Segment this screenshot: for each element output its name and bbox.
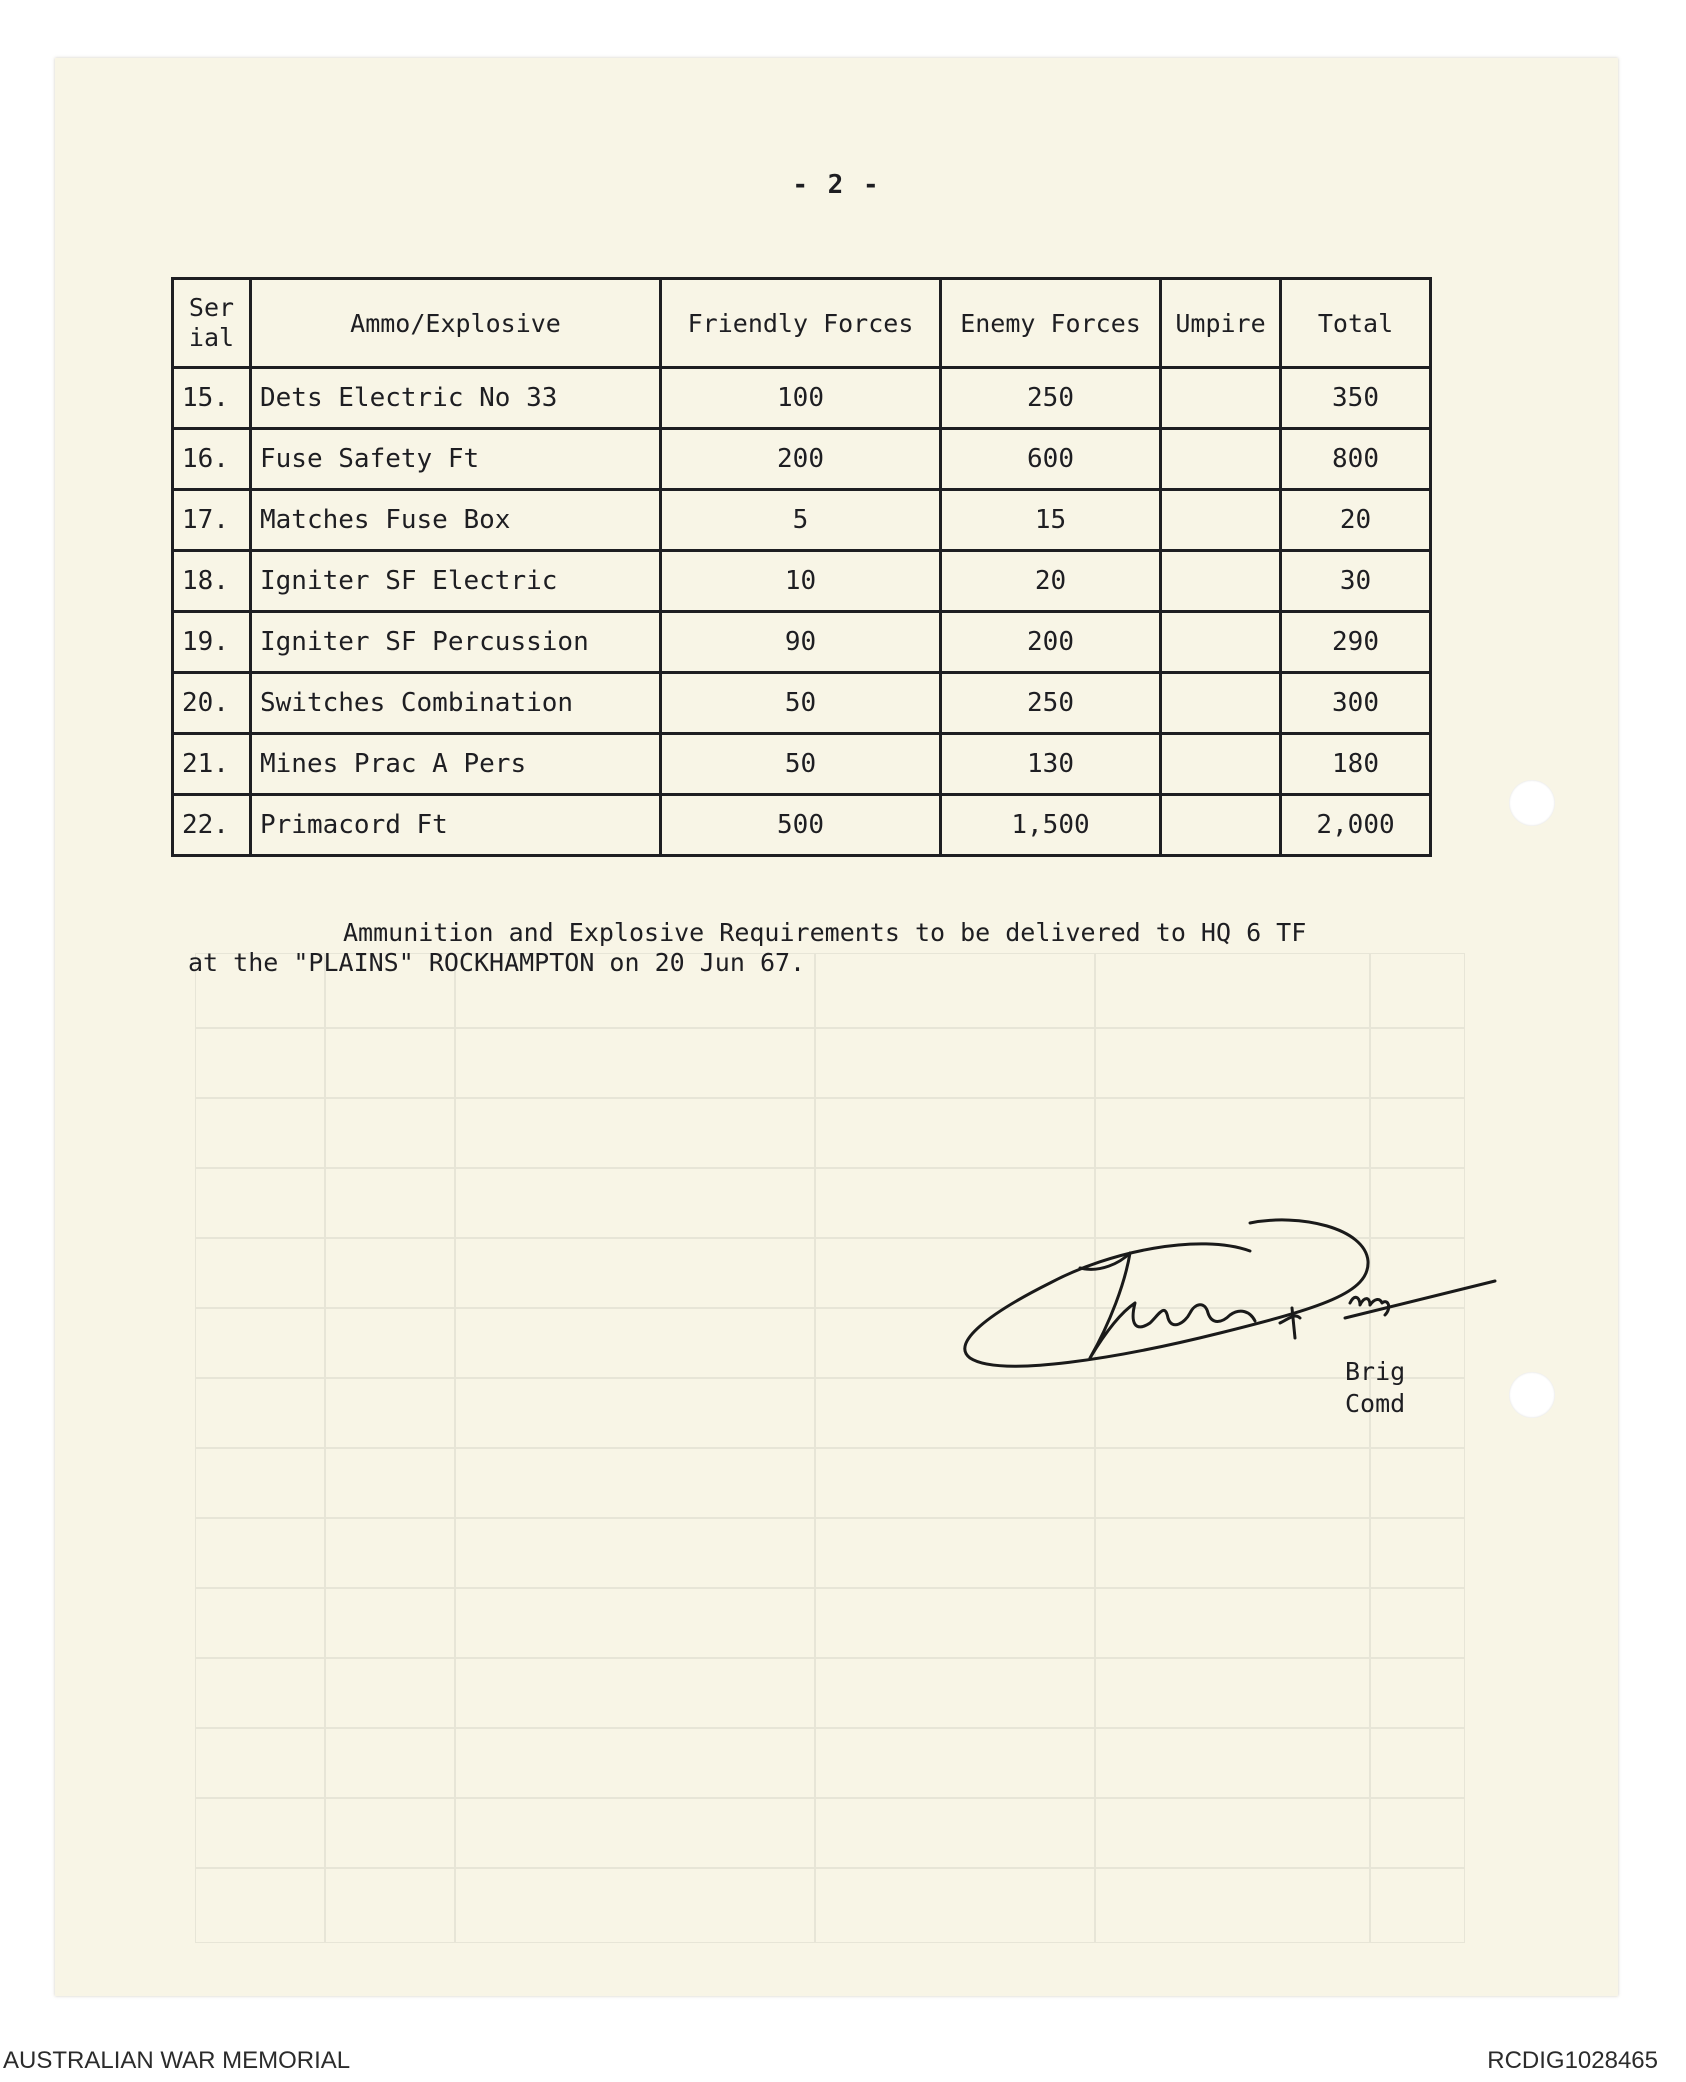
column-header-ammo-explosive: Ammo/Explosive [251, 279, 661, 368]
serial-cell: 21. [173, 734, 251, 795]
delivery-note-line-1: Ammunition and Explosive Requirements to be delivered to HQ 6 TF [343, 918, 1307, 947]
serial-cell: 17. [173, 490, 251, 551]
delivery-note-line-2: at the "PLAINS" ROCKHAMPTON on 20 Jun 67. [188, 948, 806, 977]
rank-label: Brig [1345, 1357, 1406, 1386]
item-cell: Matches Fuse Box [251, 490, 661, 551]
punch-hole [1509, 1372, 1555, 1418]
enemy-cell: 1,500 [941, 795, 1161, 856]
table-row [173, 551, 1431, 612]
enemy-cell: 15 [941, 490, 1161, 551]
enemy-cell: 20 [941, 551, 1161, 612]
column-header-total: Total [1281, 279, 1431, 368]
umpire-cell [1161, 673, 1281, 734]
total-cell: 20 [1281, 490, 1431, 551]
total-cell: 30 [1281, 551, 1431, 612]
friendly-cell: 50 [661, 734, 941, 795]
item-cell: Igniter SF Percussion [251, 612, 661, 673]
serial-cell: 16. [173, 429, 251, 490]
serial-cell: 19. [173, 612, 251, 673]
total-cell: 300 [1281, 673, 1431, 734]
column-header-serial: Ser ial [173, 279, 251, 368]
table-row [173, 673, 1431, 734]
umpire-cell [1161, 368, 1281, 429]
friendly-cell: 100 [661, 368, 941, 429]
item-cell: Primacord Ft [251, 795, 661, 856]
table-row [173, 368, 1431, 429]
item-cell: Mines Prac A Pers [251, 734, 661, 795]
total-cell: 2,000 [1281, 795, 1431, 856]
item-cell: Igniter SF Electric [251, 551, 661, 612]
umpire-cell [1161, 734, 1281, 795]
friendly-cell: 50 [661, 673, 941, 734]
handwritten-signature [950, 1173, 1510, 1393]
friendly-cell: 200 [661, 429, 941, 490]
column-header-umpire: Umpire [1161, 279, 1281, 368]
friendly-cell: 500 [661, 795, 941, 856]
archive-reference: RCDIG1028465 [1487, 2047, 1658, 2074]
appointment-label: Comd [1345, 1389, 1406, 1418]
serial-cell: 15. [173, 368, 251, 429]
umpire-cell [1161, 429, 1281, 490]
total-cell: 350 [1281, 368, 1431, 429]
umpire-cell [1161, 490, 1281, 551]
enemy-cell: 200 [941, 612, 1161, 673]
total-cell: 180 [1281, 734, 1431, 795]
bleed-through-table [195, 953, 1465, 1943]
umpire-cell [1161, 795, 1281, 856]
umpire-cell [1161, 551, 1281, 612]
column-header-enemy-forces: Enemy Forces [941, 279, 1161, 368]
delivery-note [188, 918, 1468, 978]
enemy-cell: 130 [941, 734, 1161, 795]
table-row [173, 734, 1431, 795]
friendly-cell: 10 [661, 551, 941, 612]
enemy-cell: 250 [941, 673, 1161, 734]
serial-cell: 22. [173, 795, 251, 856]
table-row [173, 612, 1431, 673]
serial-cell: 20. [173, 673, 251, 734]
friendly-cell: 5 [661, 490, 941, 551]
total-cell: 290 [1281, 612, 1431, 673]
table-row [173, 795, 1431, 856]
signature-block [1345, 1356, 1405, 1420]
column-header-friendly-forces: Friendly Forces [661, 279, 941, 368]
table-row [173, 429, 1431, 490]
item-cell: Dets Electric No 33 [251, 368, 661, 429]
item-cell: Fuse Safety Ft [251, 429, 661, 490]
total-cell: 800 [1281, 429, 1431, 490]
enemy-cell: 250 [941, 368, 1161, 429]
enemy-cell: 600 [941, 429, 1161, 490]
serial-cell: 18. [173, 551, 251, 612]
umpire-cell [1161, 612, 1281, 673]
table-row [173, 490, 1431, 551]
item-cell: Switches Combination [251, 673, 661, 734]
document-page [55, 58, 1618, 1996]
page-number: - 2 - [792, 170, 881, 200]
ammunition-table [171, 277, 1432, 857]
punch-hole [1509, 780, 1555, 826]
friendly-cell: 90 [661, 612, 941, 673]
table-header-row [173, 279, 1431, 368]
archive-name: AUSTRALIAN WAR MEMORIAL [3, 2047, 351, 2074]
